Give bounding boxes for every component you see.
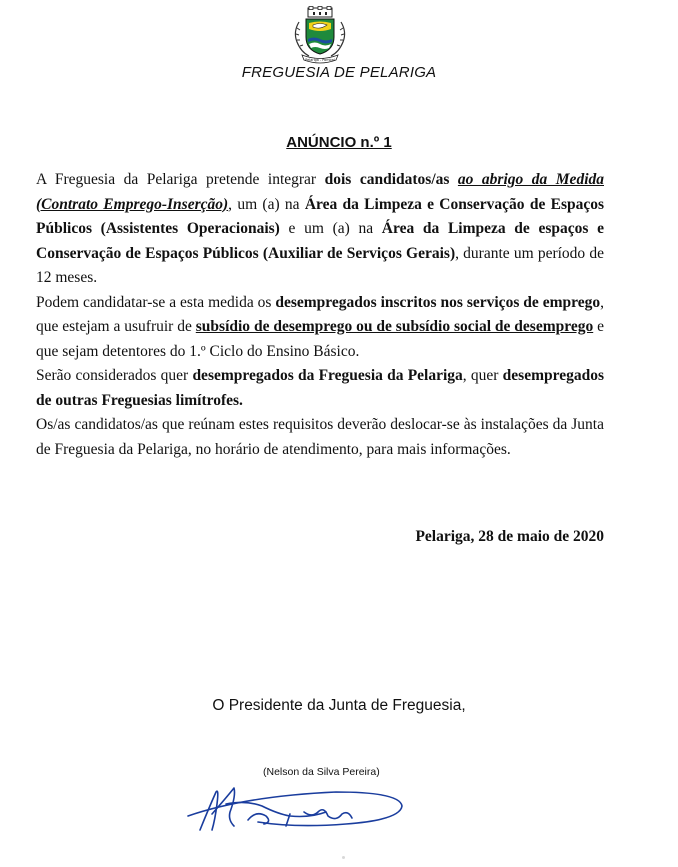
paragraph [36,413,604,462]
text-run: , um (a) na [228,195,305,213]
text-run: ao abrigo da Medida (Contrato Emprego-Inserção) [36,171,604,213]
signatory-role: O Presidente da Junta de Freguesia, [212,697,466,714]
text-run: , durante um período de 12 meses. [36,244,605,286]
text-run: subsídio de desemprego ou de subsídio social de desemprego [195,318,594,335]
text-run [449,171,458,188]
announcement-body [36,168,604,462]
text-run: Podem candidatar-se a esta medida os [36,293,276,311]
text-run: Os/as candidatos/as que reúnam estes requisitos deverão deslocar-se às instalações da Junta de Freguesia da Pelariga, no horário de atendimento, para mais informações. [36,416,604,458]
announcement-title: ANÚNCIO n.º 1 [286,134,392,151]
crest-motto: Pelariga - Pombal [305,58,335,62]
text-run: A Freguesia da Pelariga pretende integrar [36,171,325,188]
coat-of-arms-icon [289,6,351,64]
text-run: desempregados de outras Freguesias limítrofes. [36,367,604,409]
paragraph [36,168,604,291]
scan-speck [342,856,345,859]
text-run: Serão considerados quer [36,367,193,384]
text-run: e um (a) na [279,220,382,237]
text-run: , que estejam a usufruir de [36,293,604,335]
text-run: desempregados inscritos nos serviços de emprego [275,293,601,311]
handwritten-signature [186,770,416,840]
paragraph [36,291,604,365]
text-run: dois candidatos/as [324,171,450,188]
paragraph [36,364,604,413]
text-run: Área da Limpeza de espaços e Conservação de Espaços Públicos (Auxiliar de Serviços Gerais) [36,220,604,262]
text-run: desempregados da Freguesia da Pelariga [192,367,463,384]
signatory-name: (Nelson da Silva Pereira) [263,766,380,778]
place-and-date: Pelariga, 28 de maio de 2020 [415,528,604,545]
text-run: e que sejam detentores do 1.º Ciclo do Ensino Básico. [36,318,604,360]
text-run: , quer [462,367,503,384]
organization-name: FREGUESIA DE PELARIGA [241,64,437,81]
text-run: Área da Limpeza e Conservação de Espaços Públicos (Assistentes Operacionais) [36,195,605,237]
